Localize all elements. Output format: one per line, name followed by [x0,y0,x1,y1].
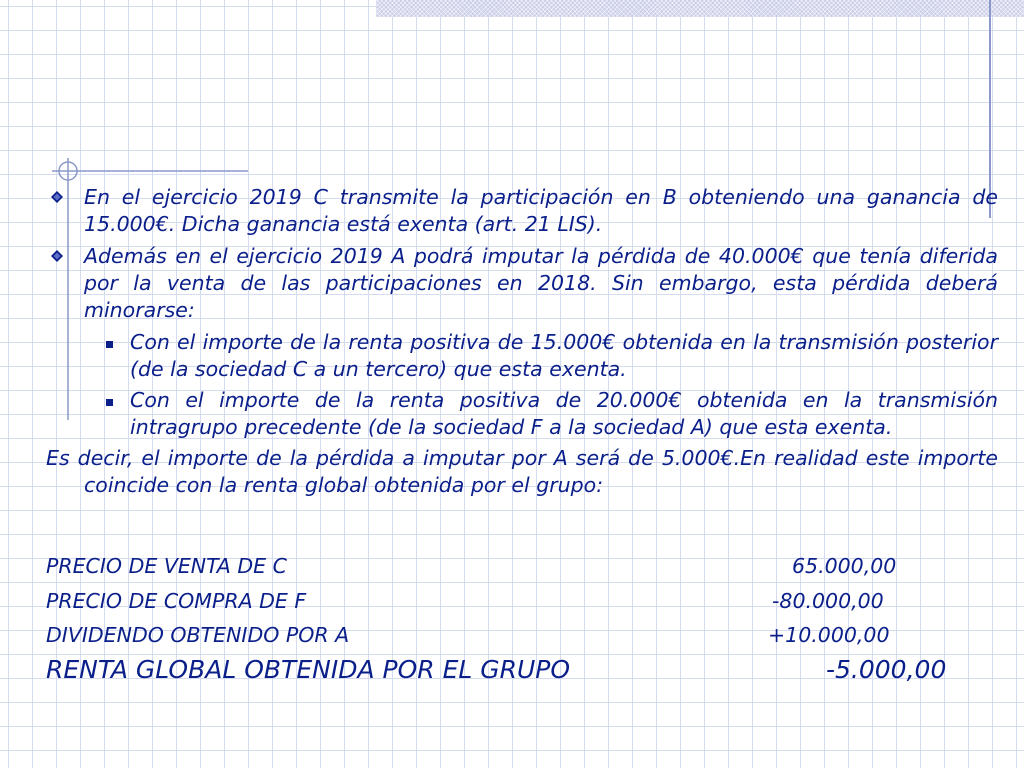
conclusion-paragraph: Es decir, el importe de la pérdida a imputar por A será de 5.000€.En realidad este importe coincide con la renta global obtenida por el grupo: [46,446,998,497]
calc-label: DIVIDENDO OBTENIDO POR A [46,623,350,647]
header-decorative-band [376,0,1024,17]
bullet-item [46,243,998,324]
calc-row-sale-price [46,553,966,579]
sub-bullet-item [84,387,998,441]
bullet-text: En el ejercicio 2019 C transmite la participación en B obteniendo una ganancia de 15.000€. Dicha ganancia está exenta (art. 21 LIS). [84,185,998,236]
square-bullet-icon [106,341,113,348]
bullet-text: Además en el ejercicio 2019 A podrá imputar la pérdida de 40.000€ que tenía diferida por la venta de las participaciones en 2018. Sin embargo, esta pérdida deberá minorarse: [84,244,998,322]
sub-bullet-text: Con el importe de la renta positiva de 20.000€ obtenida en la transmisión intragrupo precedente (de la sociedad F a la sociedad A) que esta exenta. [130,388,998,439]
calc-row-dividend [46,622,966,648]
sub-bullet-item [84,329,998,383]
diamond-bullet-icon [51,250,63,262]
calc-row-purchase-price [46,588,966,614]
calc-total-label: RENTA GLOBAL OBTENIDA POR EL GRUPO [46,655,571,684]
calc-row-total [46,655,966,685]
calc-total-value: -5.000,00 [826,655,947,684]
calc-value: 65.000,00 [792,554,897,578]
calc-value: +10.000,00 [768,623,890,647]
sub-bullet-text: Con el importe de la renta positiva de 15.000€ obtenida en la transmisión posterior (de la sociedad C a un tercero) que esta exenta. [130,330,998,381]
slide-body [46,184,998,499]
calc-label: PRECIO DE COMPRA DE F [46,589,307,613]
square-bullet-icon [106,399,113,406]
bullet-item [46,184,998,238]
calc-value: -80.000,00 [772,589,884,613]
diamond-bullet-icon [51,191,63,203]
calc-label: PRECIO DE VENTA DE C [46,554,287,578]
